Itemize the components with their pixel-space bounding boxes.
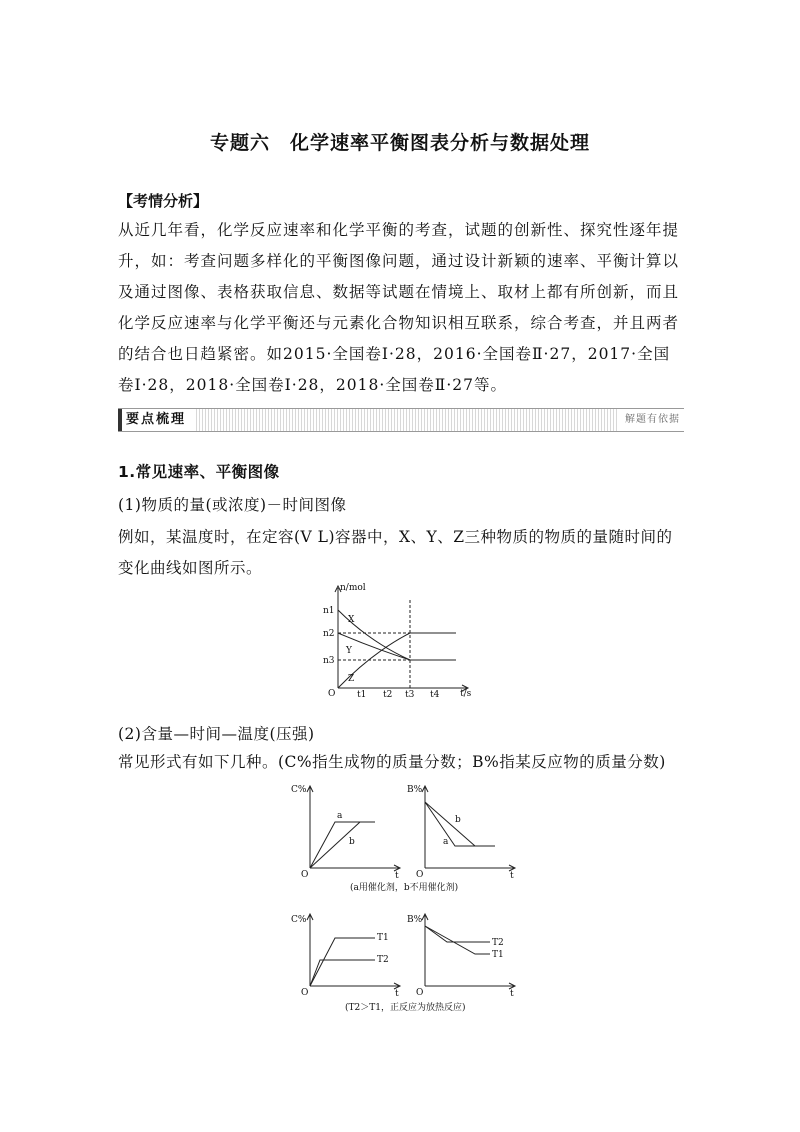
curve-y-label: Y — [346, 646, 352, 656]
y-tick-n3: n3 — [323, 656, 335, 666]
y-tick-n2: n2 — [323, 629, 335, 639]
curve-z-label: Z — [348, 674, 355, 684]
figure-n-t — [318, 580, 478, 698]
curve-x — [338, 610, 456, 660]
c-label-t1: T1 — [377, 933, 389, 943]
sub-heading-2: (2)含量—时间—温度(压强) — [118, 725, 315, 743]
analysis-body: 从近几年看，化学反应速率和化学平衡的考查，试题的创新性、探究性逐年提升，如：考查问题多样化的平衡图像问题，通过设计新颖的速率、平衡计算以及通过图像、表格获取信息、数据等试题在情境上、取材上都有所创新，而且化学反应速率与化学平衡还与元素化合物知识相互联系，综合考查，并且两者的结合也日趋紧密。如2015·全国卷Ⅰ·28，2016·全国卷Ⅱ·27，2017·全国卷Ⅰ·28，2018·全国卷Ⅰ·28，2018·全国卷Ⅱ·27等。 — [118, 221, 680, 394]
x-tick-t1: t1 — [357, 690, 367, 698]
section-bar-right: 解题有依据 — [619, 409, 684, 431]
b-y-label: B% — [407, 915, 423, 925]
c-curve-a — [310, 822, 375, 868]
c-label-a: a — [337, 811, 343, 821]
b-label-a: a — [443, 837, 449, 847]
section-bar — [118, 408, 684, 432]
c-x-label: t — [395, 871, 399, 881]
b-curve-t2 — [425, 926, 490, 942]
b-y-label: B% — [407, 785, 423, 795]
forms-text: 常见形式有如下几种。(C%指生成物的质量分数；B%指某反应物的质量分数) — [118, 753, 666, 771]
b-label-t1: T1 — [492, 950, 504, 960]
b-x-label: t — [510, 871, 514, 881]
x-tick-t2: t2 — [383, 690, 393, 698]
c-origin: O — [301, 988, 309, 998]
heading-1: 1.常见速率、平衡图像 — [118, 463, 280, 481]
figure-catalyst — [285, 780, 525, 895]
section-bar-label: 要点梳理 — [118, 409, 194, 431]
c-origin: O — [301, 870, 309, 880]
c-curve-t2 — [310, 960, 375, 986]
analysis-heading: 【考情分析】 — [118, 192, 209, 210]
curve-x-label: X — [348, 615, 355, 625]
c-x-label: t — [395, 989, 399, 999]
b-origin: O — [416, 988, 424, 998]
example-text: 例如，某温度时，在定容(V L)容器中，X、Y、Z三种物质的物质的量随时间的变化曲线如图所示。 — [118, 528, 673, 577]
c-y-label: C% — [291, 915, 307, 925]
sub-heading-1: (1)物质的量(或浓度)－时间图像 — [118, 496, 347, 514]
b-curve-t1 — [425, 926, 490, 954]
fig2-caption: (a用催化剂，b不用催化剂) — [350, 883, 459, 893]
x-tick-t3: t3 — [405, 690, 415, 698]
y-tick-n1: n1 — [323, 606, 335, 616]
c-label-t2: T2 — [377, 955, 389, 965]
b-label-t2: T2 — [492, 938, 504, 948]
origin-label: O — [328, 689, 336, 698]
b-x-label: t — [510, 989, 514, 999]
figure-temperature — [285, 910, 525, 1015]
b-label-b: b — [455, 815, 461, 825]
fig3-caption: (T2＞T1，正反应为放热反应) — [345, 1003, 466, 1013]
page-title: 专题六 化学速率平衡图表分析与数据处理 — [209, 132, 590, 154]
y-axis-label: n/mol — [340, 583, 366, 593]
x-axis-label: t/s — [460, 689, 472, 698]
c-y-label: C% — [291, 785, 307, 795]
x-tick-t4: t4 — [430, 690, 440, 698]
c-label-b: b — [349, 837, 355, 847]
b-origin: O — [416, 870, 424, 880]
